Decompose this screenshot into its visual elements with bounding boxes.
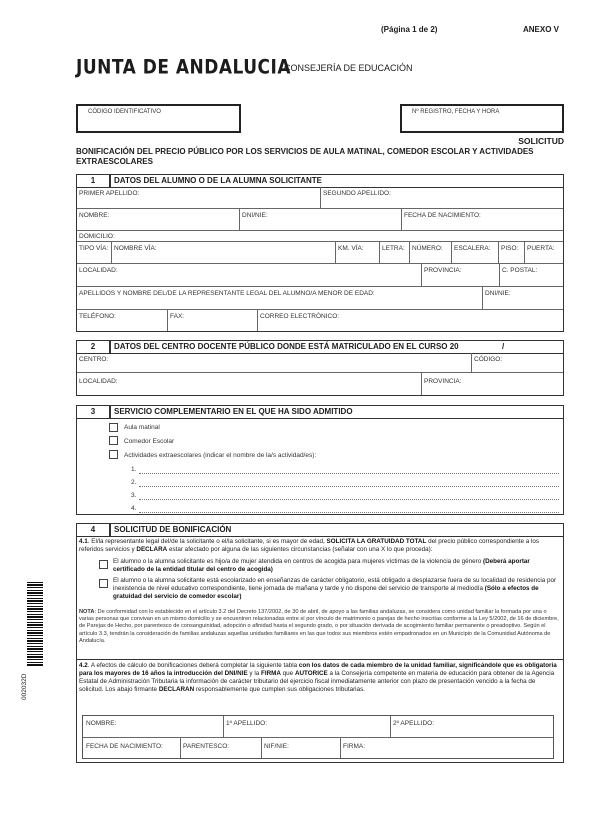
aula-matinal-checkbox[interactable]	[109, 423, 118, 432]
section-2	[76, 340, 564, 396]
actividades-checkbox[interactable]	[109, 450, 118, 459]
code-box[interactable]	[76, 104, 241, 133]
activity-1-line[interactable]	[139, 473, 559, 474]
section-1-number: 1	[77, 175, 111, 187]
primer-apellido-field[interactable]: PRIMER APELLIDO:	[79, 190, 140, 197]
section-2-number: 2	[77, 341, 111, 353]
member-apellido1-field[interactable]: 1º APELLIDO:	[226, 720, 268, 727]
domicilio-label: DOMICILIO:	[79, 233, 115, 240]
representante-field[interactable]: APELLIDOS Y NOMBRE DEL/DE LA REPRESENTANTE LEGAL DEL ALUMNO/A MENOR DE EDAD:	[79, 290, 375, 297]
form-title: BONIFICACIÓN DEL PRECIO PÚBLICO POR LOS SERVICIOS DE AULA MATINAL, COMEDOR ESCOLAR Y ACTIVIDADES EXTRAESCOLARES	[76, 147, 534, 166]
activity-1-number: 1.	[131, 466, 137, 473]
family-member-table	[82, 715, 554, 759]
registry-label: Nº REGISTRO, FECHA Y HORA	[412, 109, 500, 115]
section-2-title: DATOS DEL CENTRO DOCENTE PÚBLICO DONDE ESTÁ MATRICULADO EN EL CURSO 20	[114, 342, 459, 351]
correo-field[interactable]: CORREO ELECTRÓNICO:	[260, 313, 340, 320]
paragraph-4-1: 4.1. El/la representante legal del/de la solicitante o el/la solicitante, si es mayor de edad, SOLICITA LA GRATUIDAD TOTAL del precio público correspondiente a los referidos servicios y DECLARA estar afectado por alguna de las siguientes circunstancias (señalar con una X lo que proceda):	[79, 538, 540, 553]
member-firma-field[interactable]: FIRMA:	[343, 743, 366, 750]
page-indicator: (Página 1 de 2)	[381, 25, 438, 34]
centro-provincia-field[interactable]: PROVINCIA:	[424, 378, 462, 385]
piso-field[interactable]: PISO:	[501, 245, 519, 252]
numero-field[interactable]: NÚMERO:	[412, 245, 443, 252]
activity-2-line[interactable]	[139, 486, 559, 487]
form-code: 002032D	[21, 673, 28, 700]
dni-field[interactable]: DNI/NIE:	[242, 212, 268, 219]
centro-localidad-field[interactable]: LOCALIDAD:	[79, 378, 118, 385]
paragraph-4-2: 4.2. A efectos de cálculo de bonificaciones deberá completar la siguiente tabla con los datos de cada miembro de la unidad familiar, significándole que es obligatoria para los mayores de 16 años la introducción del DNI/NIE y la FIRMA que AUTORICE a la Consejería competente en materia de educación para obtener de la Agencia Estatal de Administración Tributaria la información de carácter tributario del ejercicio fiscal inmediatamente anterior con plazo de presentación vencido a la fecha de solicitud. Los abajo firmante DECLARAN responsablemente que cumplen sus obligaciones tributarias.	[79, 662, 557, 693]
section-1	[76, 174, 564, 332]
section-3-number: 3	[77, 406, 111, 418]
desplazamiento-checkbox[interactable]	[99, 579, 108, 588]
member-apellido2-field[interactable]: 2º APELLIDO:	[393, 720, 435, 727]
registry-box[interactable]	[400, 104, 564, 133]
comedor-escolar-checkbox[interactable]	[109, 436, 118, 445]
member-parentesco-field[interactable]: PARENTESCO:	[183, 743, 230, 750]
comedor-escolar-label: Comedor Escolar	[124, 438, 175, 445]
segundo-apellido-field[interactable]: SEGUNDO APELLIDO:	[323, 190, 391, 197]
telefono-field[interactable]: TELÉFONO:	[79, 313, 116, 320]
section-1-title: DATOS DEL ALUMNO O DE LA ALUMNA SOLICITANTE	[114, 176, 322, 185]
activity-4-line[interactable]	[139, 512, 559, 513]
section-4-number: 4	[77, 524, 111, 536]
barcode	[27, 582, 43, 667]
centro-codigo-field[interactable]: CÓDIGO:	[474, 356, 503, 363]
member-nif-field[interactable]: NIF/NIE:	[264, 743, 289, 750]
member-fecha-field[interactable]: FECHA DE NACIMIENTO:	[86, 743, 163, 750]
escalera-field[interactable]: ESCALERA:	[454, 245, 491, 252]
tipo-via-field[interactable]: TIPO VÍA:	[79, 245, 109, 252]
codigo-postal-field[interactable]: C. POSTAL:	[502, 267, 538, 274]
annex-label: ANEXO V	[523, 25, 560, 34]
km-via-field[interactable]: KM. VÍA:	[338, 245, 364, 252]
junta-andalucia-logo: JUNTA DE ANDALUCIA	[76, 56, 291, 79]
nombre-field[interactable]: NOMBRE:	[79, 212, 110, 219]
section-3	[76, 405, 564, 515]
nota-text: NOTA: De conformidad con lo establecido en el artículo 3.2 del Decreto 137/2002, de 30 de abril, de apoyo a las familias andaluzas, se considera como unidad familiar la formada por una o varias personas que convivan en un mismo domicilio y se encuentren relacionadas entre sí por vínculo de matrimonio o parejas de hecho inscritas conforme a la Ley 5/2002, de 16 de diciembre, de Parejas de Hecho, por parentesco de consanguinidad, adopción o afinidad hasta el segundo grado, o por situación derivada de acogimiento familiar permanente o preadoptivo. Según el artículo 3.3, tendrán la consideración de familias andaluzas aquellas unidades familiares en las que todos sus miembros estén empadronados en un Municipio de la Comunidad Autónoma de Andalucía.	[79, 609, 559, 644]
member-nombre-field[interactable]: NOMBRE:	[86, 720, 117, 727]
representante-dni-field[interactable]: DNI/NIE:	[485, 290, 511, 297]
activity-2-number: 2.	[131, 479, 137, 486]
provincia-field[interactable]: PROVINCIA:	[424, 267, 462, 274]
centro-field[interactable]: CENTRO:	[79, 356, 109, 363]
activity-3-line[interactable]	[139, 499, 559, 500]
fecha-nacimiento-field[interactable]: FECHA DE NACIMIENTO:	[404, 212, 481, 219]
localidad-field[interactable]: LOCALIDAD:	[79, 267, 118, 274]
course-slash: /	[502, 342, 505, 351]
activity-4-number: 4.	[131, 505, 137, 512]
section-1-header	[77, 175, 563, 187]
victima-violencia-checkbox[interactable]	[99, 560, 108, 569]
section-2-header	[77, 341, 563, 353]
letra-field[interactable]: LETRA:	[382, 245, 405, 252]
form-kind: SOLICITUD	[518, 136, 564, 146]
circumstance-1: El alumno o la alumna solicitante es hijo/a de mujer atendida en centros de acogida para mujeres víctimas de la violencia de género (Deberá aportar certificado de la entidad titular del centro de acogida)	[113, 558, 530, 573]
department-name: CONSEJERÍA DE EDUCACIÓN	[284, 63, 413, 73]
puerta-field[interactable]: PUERTA:	[527, 245, 555, 252]
nombre-via-field[interactable]: NOMBRE VÍA:	[114, 245, 157, 252]
section-4-title: SOLICITUD DE BONIFICACIÓN	[114, 525, 232, 534]
code-label: CÓDIGO IDENTIFICATIVO	[88, 109, 161, 115]
section-3-title: SERVICIO COMPLEMENTARIO EN EL QUE HA SIDO ADMITIDO	[114, 407, 353, 416]
actividades-label: Actividades extraescolares (indicar el nombre de la/s actividad/es):	[124, 452, 317, 459]
section-3-header	[77, 406, 563, 418]
aula-matinal-label: Aula matinal	[124, 424, 160, 431]
fax-field[interactable]: FAX:	[170, 313, 185, 320]
section-4	[76, 523, 564, 763]
circumstance-2: El alumno o la alumna solicitante está escolarizado en enseñanzas de carácter obligatorio, está obligado a desplazarse fuera de su localidad de residencia por inexistencia de nivel educativo correspondiente, tiene jornada de mañana y tarde y no dispone del servicio de transporte al mediodía (Sólo a efectos de gratuidad del servicio de comedor escolar)	[113, 577, 557, 600]
section-4-header	[77, 524, 563, 536]
activity-3-number: 3.	[131, 492, 137, 499]
